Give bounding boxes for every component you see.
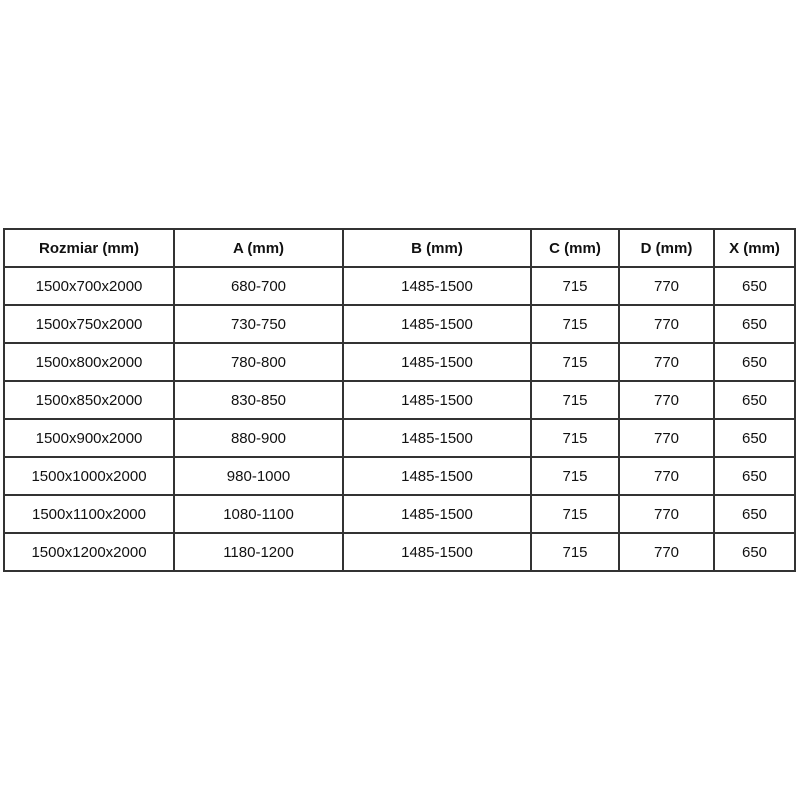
table-cell: 715 bbox=[531, 305, 619, 343]
table-cell: 1485-1500 bbox=[343, 457, 531, 495]
table-cell: 770 bbox=[619, 305, 714, 343]
table-cell: 770 bbox=[619, 343, 714, 381]
table-cell: 780-800 bbox=[174, 343, 343, 381]
table-cell: 1500x900x2000 bbox=[4, 419, 174, 457]
table-cell: 1485-1500 bbox=[343, 381, 531, 419]
table-cell: 880-900 bbox=[174, 419, 343, 457]
table-row bbox=[4, 533, 795, 571]
table-row bbox=[4, 381, 795, 419]
table-cell: 1500x1100x2000 bbox=[4, 495, 174, 533]
table-cell: 650 bbox=[714, 381, 795, 419]
table-cell: 1485-1500 bbox=[343, 305, 531, 343]
table-cell: 770 bbox=[619, 457, 714, 495]
table-cell: 650 bbox=[714, 457, 795, 495]
table-row bbox=[4, 419, 795, 457]
column-header-1: A (mm) bbox=[174, 229, 343, 267]
table-cell: 770 bbox=[619, 267, 714, 305]
table-cell: 715 bbox=[531, 381, 619, 419]
table-cell: 1500x750x2000 bbox=[4, 305, 174, 343]
table-cell: 715 bbox=[531, 495, 619, 533]
table-cell: 1485-1500 bbox=[343, 343, 531, 381]
table-cell: 650 bbox=[714, 533, 795, 571]
table-cell: 1500x800x2000 bbox=[4, 343, 174, 381]
table-cell: 770 bbox=[619, 419, 714, 457]
table-cell: 1500x1200x2000 bbox=[4, 533, 174, 571]
table-cell: 715 bbox=[531, 267, 619, 305]
table-row bbox=[4, 457, 795, 495]
table-cell: 1485-1500 bbox=[343, 267, 531, 305]
table-cell: 1485-1500 bbox=[343, 419, 531, 457]
table-cell: 650 bbox=[714, 419, 795, 457]
table-cell: 830-850 bbox=[174, 381, 343, 419]
table-cell: 1500x1000x2000 bbox=[4, 457, 174, 495]
table-cell: 650 bbox=[714, 305, 795, 343]
column-header-3: C (mm) bbox=[531, 229, 619, 267]
table-row bbox=[4, 305, 795, 343]
table-cell: 1500x850x2000 bbox=[4, 381, 174, 419]
table-row bbox=[4, 267, 795, 305]
table-cell: 1485-1500 bbox=[343, 533, 531, 571]
table-cell: 770 bbox=[619, 533, 714, 571]
column-header-5: X (mm) bbox=[714, 229, 795, 267]
table-cell: 1180-1200 bbox=[174, 533, 343, 571]
column-header-2: B (mm) bbox=[343, 229, 531, 267]
size-specification-table bbox=[3, 228, 796, 572]
table-cell: 715 bbox=[531, 419, 619, 457]
table-cell: 650 bbox=[714, 267, 795, 305]
table-header-row bbox=[4, 229, 795, 267]
table-cell: 650 bbox=[714, 495, 795, 533]
table-cell: 715 bbox=[531, 533, 619, 571]
table-cell: 715 bbox=[531, 343, 619, 381]
table-cell: 770 bbox=[619, 495, 714, 533]
table-cell: 980-1000 bbox=[174, 457, 343, 495]
table-row bbox=[4, 343, 795, 381]
table-cell: 1500x700x2000 bbox=[4, 267, 174, 305]
column-header-0: Rozmiar (mm) bbox=[4, 229, 174, 267]
table-cell: 1485-1500 bbox=[343, 495, 531, 533]
column-header-4: D (mm) bbox=[619, 229, 714, 267]
table-cell: 1080-1100 bbox=[174, 495, 343, 533]
table-cell: 715 bbox=[531, 457, 619, 495]
table-cell: 680-700 bbox=[174, 267, 343, 305]
table-cell: 730-750 bbox=[174, 305, 343, 343]
table-cell: 650 bbox=[714, 343, 795, 381]
table-row bbox=[4, 495, 795, 533]
table-cell: 770 bbox=[619, 381, 714, 419]
